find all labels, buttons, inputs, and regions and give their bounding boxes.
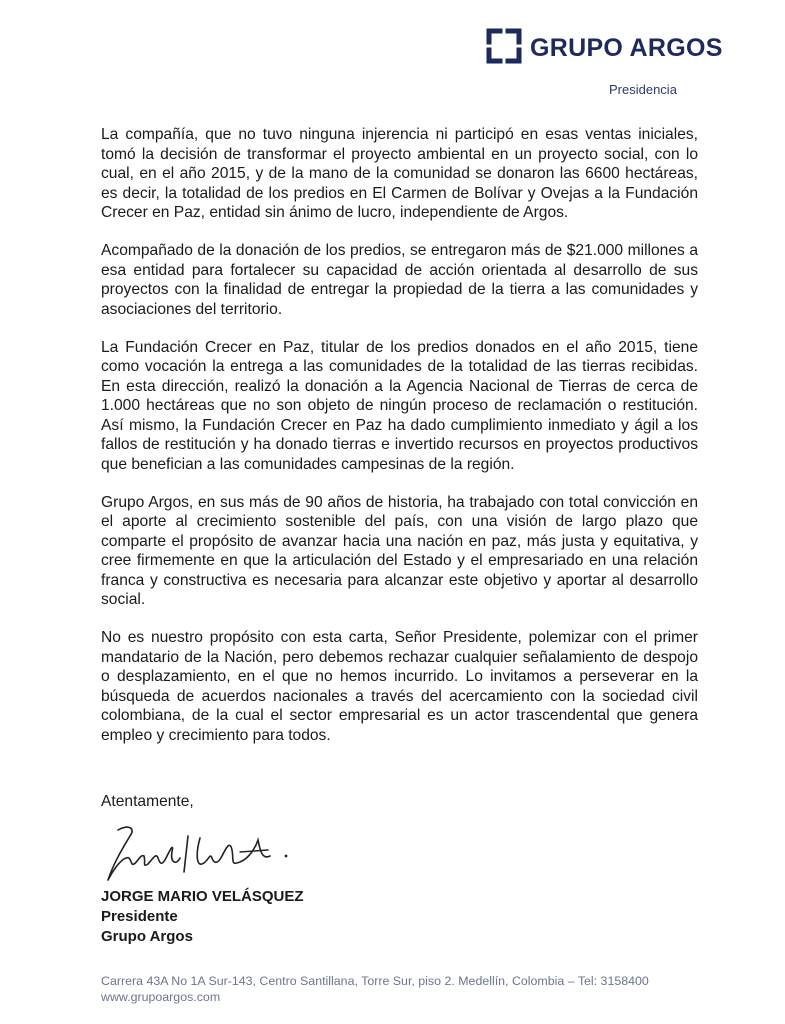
paragraph: La compañía, que no tuvo ninguna injerencia ni participó en esas ventas iniciales, tomó la decisión de transformar el proyecto ambiental en un proyecto social, con lo cual, en el año 2015, y de la mano de la comunidad se donaron las 6600 hectáreas, es decir, la totalidad de los predios en El Carmen de Bolívar y Ovejas a la Fundación Crecer en Paz, entidad sin ánimo de lucro, independiente de Argos. (101, 126, 698, 221)
closing: Atentamente, (101, 793, 194, 810)
bracket-logo-icon (486, 28, 522, 64)
paragraph: Grupo Argos, en sus más de 90 años de historia, ha trabajado con total convicción en el aporte al crecimiento sostenible del país, con una visión de largo plazo que comparte el propósito de avanzar hacia una nación en paz, más justa y equitativa, y cree firmemente en que la articulación del Estado y el empresariado en una relación franca y constructiva es necesaria para alcanzar este objetivo y aportar al desarrollo social. (101, 493, 698, 608)
signer-block (101, 887, 304, 947)
signer-company: Grupo Argos (101, 928, 193, 945)
handwritten-signature (100, 822, 300, 884)
brand-name: GRUPO ARGOS (530, 34, 723, 62)
paragraph: La Fundación Crecer en Paz, titular de los predios donados en el año 2015, tiene como vocación la entrega a las comunidades de la totalidad de las tierras recibidas. En esta dirección, realizó la donación a la Agencia Nacional de Tierras de cerca de 1.000 hectáreas que no son objeto de ningún proceso de reclamación o restitución. Así mismo, la Fundación Crecer en Paz ha dado cumplimiento inmediato y ágil a los fallos de restitución y ha donado tierras e invertido recursos en proyectos productivos que benefician a las comunidades campesinas de la región. (101, 338, 698, 473)
signer-title: Presidente (101, 908, 178, 925)
footer-website[interactable]: www.grupoargos.com (101, 990, 221, 1004)
letterhead (484, 26, 764, 106)
department-label: Presidencia (609, 82, 677, 97)
footer-address: Carrera 43A No 1A Sur-143, Centro Santillana, Torre Sur, piso 2. Medellín, Colombia – Tel: 3158400 (101, 974, 649, 988)
signer-name: JORGE MARIO VELÁSQUEZ (101, 888, 304, 905)
paragraph: No es nuestro propósito con esta carta, Señor Presidente, polemizar con el primer mandatario de la Nación, pero debemos rechazar cualquier señalamiento de despojo o desplazamiento, en el que no hemos incurrido. Lo invitamos a perseverar en la búsqueda de acuerdos nacionales a través del acercamiento con la sociedad civil colombiana, de la cual el sector empresarial es un actor trascendental que genera empleo y crecimiento para todos. (101, 629, 698, 744)
paragraph: Acompañado de la donación de los predios, se entregaron más de $21.000 millones a esa entidad para fortalecer su capacidad de acción orientada al desarrollo de sus proyectos con la finalidad de entregar la propiedad de la tierra a las comunidades y asociaciones del territorio. (101, 242, 698, 318)
letter-body (101, 125, 698, 764)
footer (101, 973, 649, 1005)
